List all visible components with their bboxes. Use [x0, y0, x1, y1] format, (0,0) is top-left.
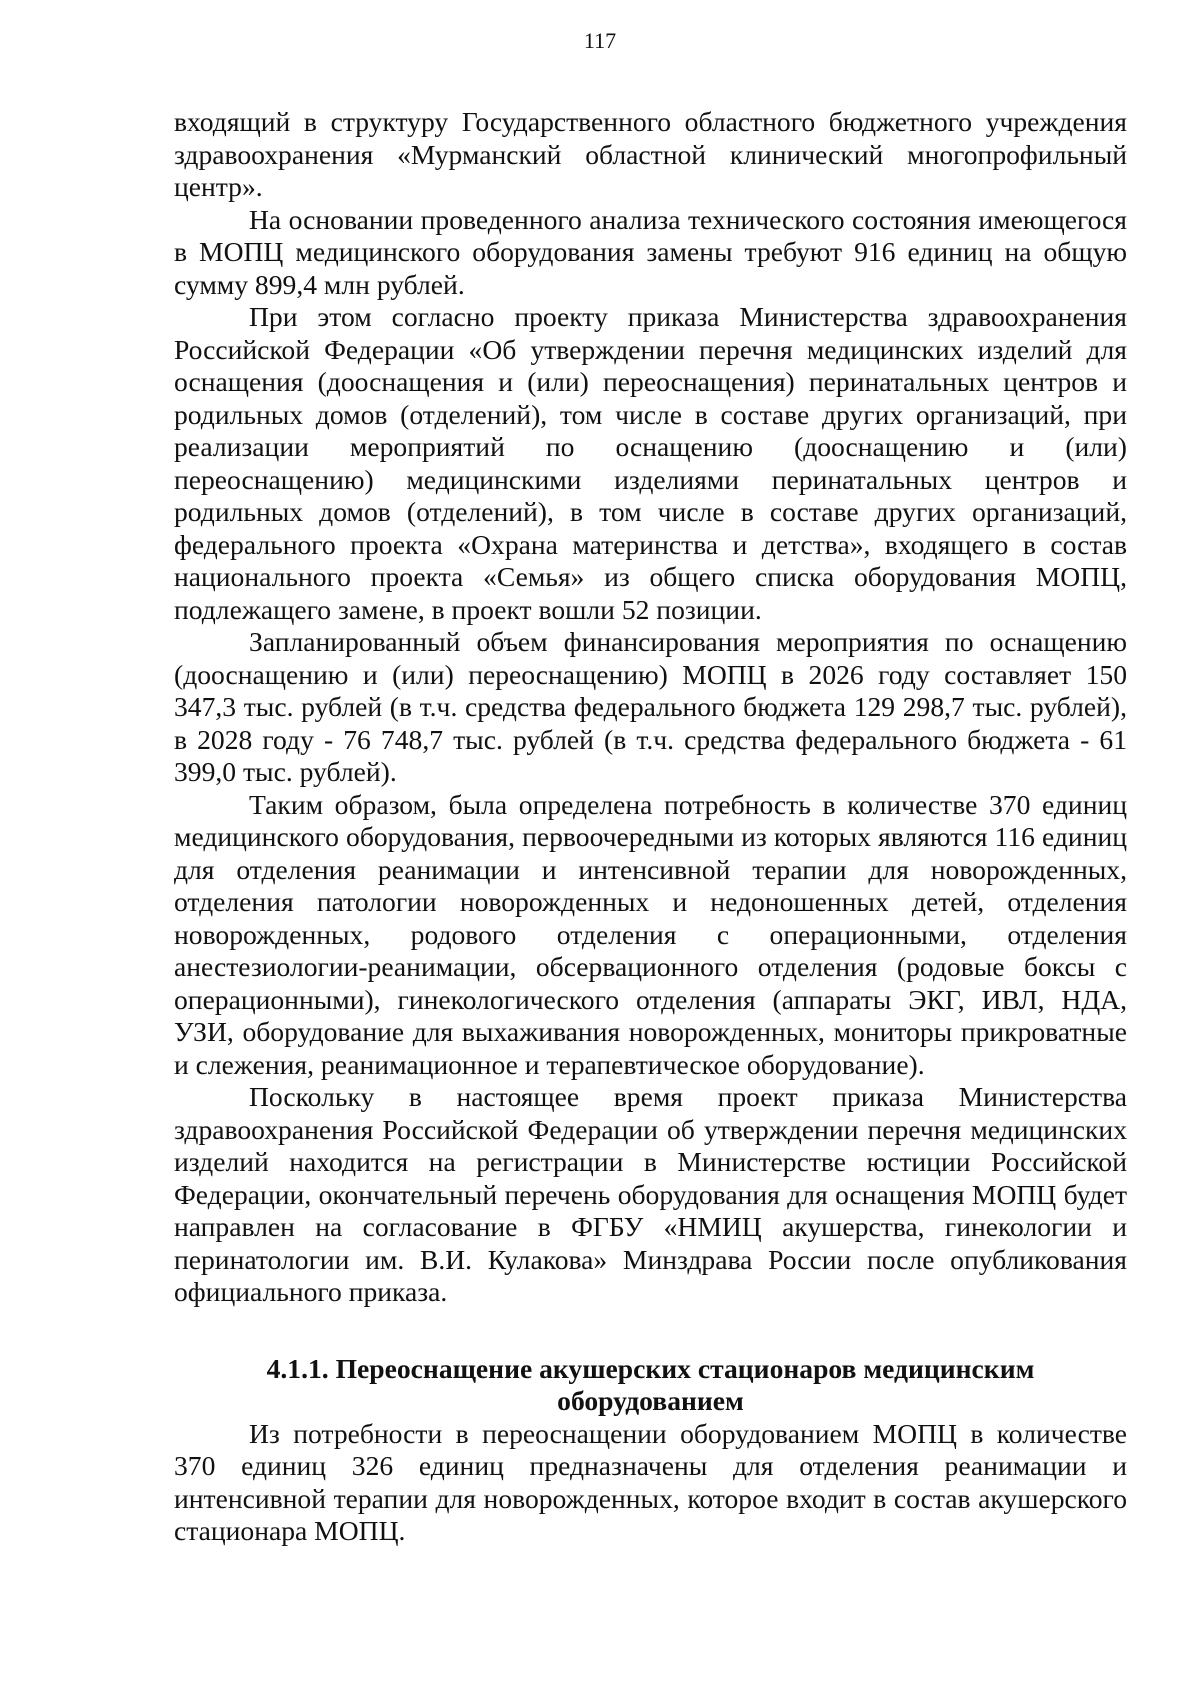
paragraph-ministry-order: При этом согласно проекту приказа Министерства здравоохранения Российской Федерации «Об утверждении перечня медицинских изделий для оснащения (дооснащения и (или) переоснащения) перинатальных центров и родильных домов (отделений), том числе в составе других организаций, при реализации мероприятий по оснащению (дооснащению и (или) переоснащению) медицинскими изделиями перинатальных центров и родильных домов (отделений), в том числе в составе других организаций, федерального проекта «Охрана материнства и детства», входящего в состав национального проекта «Семья» из общего списка оборудования МОПЦ, подлежащего замене, в проект вошли 52 позиции.	[174, 301, 1127, 625]
section-paragraph: Из потребности в переоснащении оборудованием МОПЦ в количестве 370 единиц 326 единиц предназначены для отделения реанимации и интенсивной терапии для новорожденных, которое входит в состав акушерского стационара МОПЦ.	[174, 1417, 1127, 1546]
paragraph-technical-state: На основании проведенного анализа технического состояния имеющегося в МОПЦ медицинского оборудования замены требуют 916 единиц на общую сумму 899,4 млн рублей.	[174, 203, 1127, 300]
paragraph-financing: Запланированный объем финансирования мероприятия по оснащению (дооснащению и (или) переоснащению) МОПЦ в 2026 году составляет 150 347,3 тыс. рублей (в т.ч. средства федерального бюджета 129 298,7 тыс. рублей), в 2028 году - 76 748,7 тыс. рублей (в т.ч. средства федерального бюджета - 61 399,0 тыс. рублей).	[174, 626, 1127, 787]
paragraph-order-registration: Поскольку в настоящее время проект приказа Министерства здравоохранения Российской Федерации об утверждении перечня медицинских изделий находится на регистрации в Министерстве юстиции Российской Федерации, окончательный перечень оборудования для оснащения МОПЦ будет направлен на согласование в ФГБУ «НМИЦ акушерства, гинекологии и перинатологии им. В.И. Кулакова» Минздрава России после опубликования официального приказа.	[174, 1081, 1127, 1307]
paragraph-continuation: входящий в структуру Государственного областного бюджетного учреждения здравоохранения «Мурманский областной клинический многопрофильный центр».	[174, 106, 1127, 202]
page-number: 117	[583, 28, 617, 53]
document-body	[174, 106, 1127, 1548]
paragraph-equipment-need: Таким образом, была определена потребность в количестве 370 единиц медицинского оборудования, первоочередными из которых являются 116 единиц для отделения реанимации и интенсивной терапии для новорожденных, отделения патологии новорожденных и недоношенных детей, отделения новорожденных, родового отделения с операционными, отделения анестезиологии-реанимации, обсервационного отделения (родовые боксы с операционными), гинекологического отделения (аппараты ЭКГ, ИВЛ, НДА, УЗИ, оборудование для выхаживания новорожденных, мониторы прикроватные и слежения, реанимационное и терапевтическое оборудование).	[174, 788, 1127, 1080]
section-heading: 4.1.1. Переоснащение акушерских стационаров медицинским оборудованием	[266, 1352, 1035, 1416]
